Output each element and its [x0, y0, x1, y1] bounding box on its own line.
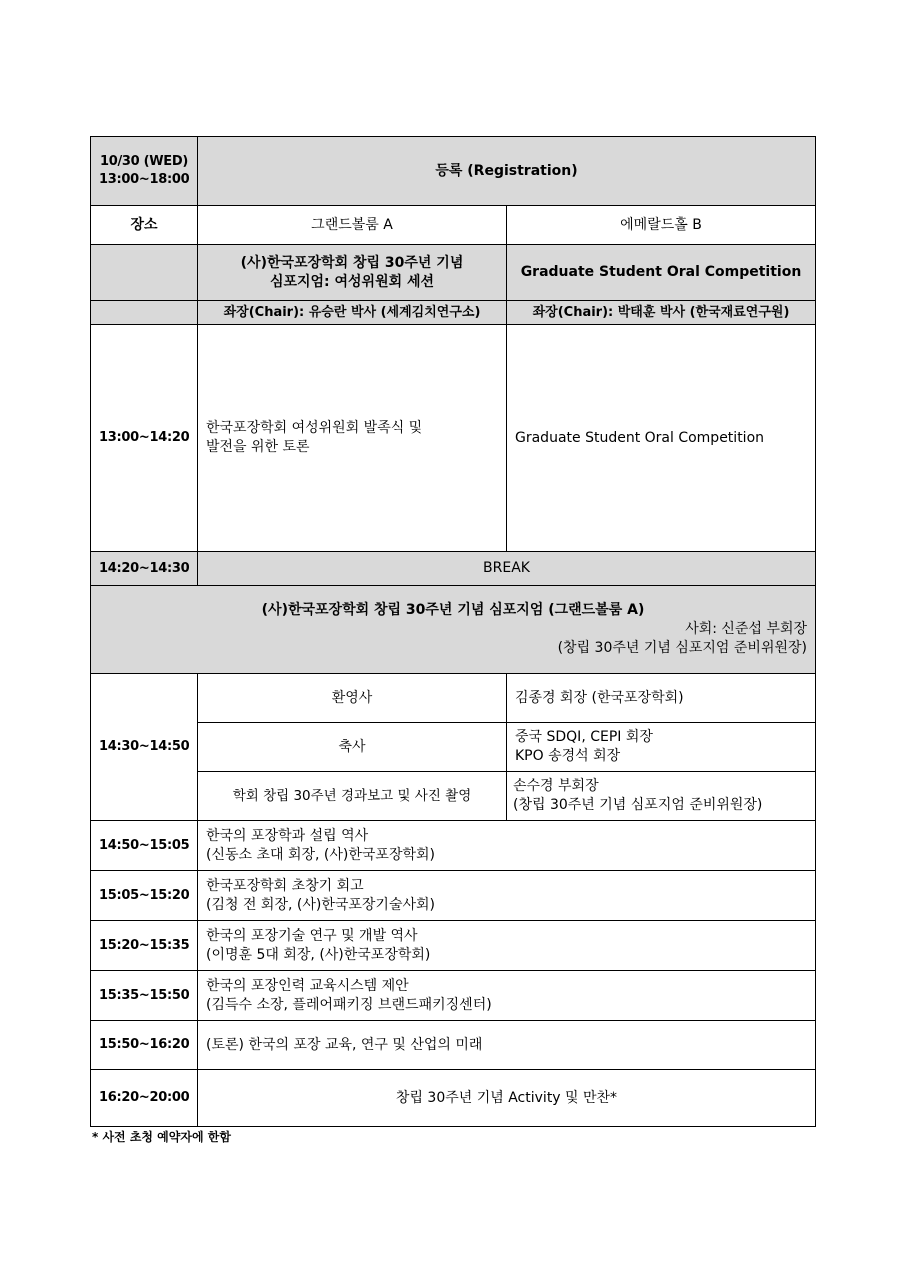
talk-row-5	[91, 1021, 816, 1070]
talk-2-speaker: (김청 전 회장, (사)한국포장기술사회)	[206, 896, 435, 913]
session-a-chair: 좌장(Chair): 유승란 박사 (세계김치연구소)	[198, 301, 507, 325]
registration-row	[91, 137, 816, 206]
talk-3-content	[198, 921, 816, 971]
slot1-session-b: Graduate Student Oral Competition	[507, 325, 816, 552]
symposium-title: (사)한국포장학회 창립 30주년 기념 심포지엄 (그랜드볼룸 A)	[261, 602, 645, 619]
session-a-title-line2: 심포지엄: 여성위원회 세션	[269, 273, 435, 290]
slot1-row	[91, 325, 816, 552]
slot1-a-line2: 발전을 위한 토론	[206, 439, 310, 455]
opening-item-1: 환영사	[198, 674, 507, 723]
session-a-title-line1: (사)한국포장학회 창립 30주년 기념	[240, 254, 464, 271]
session-b-chair: 좌장(Chair): 박태훈 박사 (한국재료연구원)	[507, 301, 816, 325]
opening-row-1	[91, 674, 816, 723]
slot1-session-a	[198, 325, 507, 552]
talk-1-content	[198, 821, 816, 871]
opening-presenter-3-line2: (창립 30주년 기념 심포지엄 준비위원장)	[513, 797, 763, 813]
talk-2-title: 한국포장학회 초창기 회고	[206, 877, 364, 894]
opening-presenter-2	[507, 723, 816, 772]
talk-5-title: (토론) 한국의 포장 교육, 연구 및 산업의 미래	[198, 1021, 816, 1070]
registration-label: 등록 (Registration)	[198, 137, 816, 206]
talk-2-time: 15:05~15:20	[91, 871, 198, 921]
opening-item-3: 학회 창립 30주년 경과보고 및 사진 촬영	[198, 772, 507, 821]
talk-4-title: 한국의 포장인력 교육시스템 제안	[206, 977, 409, 994]
venue-label: 장소	[91, 206, 198, 245]
talk-4-time: 15:35~15:50	[91, 971, 198, 1021]
opening-time: 14:30~14:50	[91, 674, 198, 821]
closing-row	[91, 1070, 816, 1127]
registration-time-cell	[91, 137, 198, 206]
opening-item-2: 축사	[198, 723, 507, 772]
closing-label: 창립 30주년 기념 Activity 및 만찬*	[198, 1070, 816, 1127]
opening-row-2	[91, 723, 816, 772]
venue-row	[91, 206, 816, 245]
session-b-title: Graduate Student Oral Competition	[507, 245, 816, 301]
talk-4-content	[198, 971, 816, 1021]
symposium-header-row	[91, 586, 816, 674]
break-row	[91, 552, 816, 586]
talk-3-speaker: (이명훈 5대 회장, (사)한국포장학회)	[206, 946, 431, 963]
opening-presenter-2-line1: 중국 SDQI, CEPI 회장	[515, 729, 653, 746]
symposium-host-line1: 사회: 신준섭 부회장	[685, 621, 807, 638]
talk-5-time: 15:50~16:20	[91, 1021, 198, 1070]
talk-row-1	[91, 821, 816, 871]
talk-1-time: 14:50~15:05	[91, 821, 198, 871]
opening-row-3	[91, 772, 816, 821]
talk-row-2	[91, 871, 816, 921]
venue-room-a: 그랜드볼룸 A	[198, 206, 507, 245]
registration-time: 13:00~18:00	[99, 172, 190, 187]
talk-2-content	[198, 871, 816, 921]
opening-presenter-1: 김종경 회장 (한국포장학회)	[507, 674, 816, 723]
talk-1-title: 한국의 포장학과 설립 역사	[206, 827, 369, 844]
talk-3-title: 한국의 포장기술 연구 및 개발 역사	[206, 927, 418, 944]
talk-row-4	[91, 971, 816, 1021]
venue-room-b: 에메랄드홀 B	[507, 206, 816, 245]
talk-3-time: 15:20~15:35	[91, 921, 198, 971]
break-time: 14:20~14:30	[91, 552, 198, 586]
program-schedule-table	[90, 136, 816, 1127]
opening-presenter-3	[507, 772, 816, 821]
opening-presenter-2-line2: KPO 송경석 회장	[515, 748, 621, 764]
session-title-row	[91, 245, 816, 301]
registration-date: 10/30 (WED)	[99, 154, 189, 170]
chair-row	[91, 301, 816, 325]
symposium-header	[91, 586, 816, 674]
opening-presenter-3-line1: 손수경 부회장	[513, 778, 599, 795]
footnote: * 사전 초청 예약자에 한함	[92, 1130, 231, 1144]
closing-time: 16:20~20:00	[91, 1070, 198, 1127]
symposium-host-line2: (창립 30주년 기념 심포지엄 준비위원장)	[557, 639, 807, 656]
break-label: BREAK	[198, 552, 816, 586]
talk-row-3	[91, 921, 816, 971]
talk-4-speaker: (김득수 소장, 플레어패키징 브랜드패키징센터)	[206, 996, 492, 1013]
session-a-title	[198, 245, 507, 301]
chair-blank	[91, 301, 198, 325]
slot1-a-line1: 한국포장학회 여성위원회 발족식 및	[206, 420, 423, 437]
session-title-blank	[91, 245, 198, 301]
slot1-time: 13:00~14:20	[91, 325, 198, 552]
talk-1-speaker: (신동소 초대 회장, (사)한국포장학회)	[206, 846, 435, 863]
